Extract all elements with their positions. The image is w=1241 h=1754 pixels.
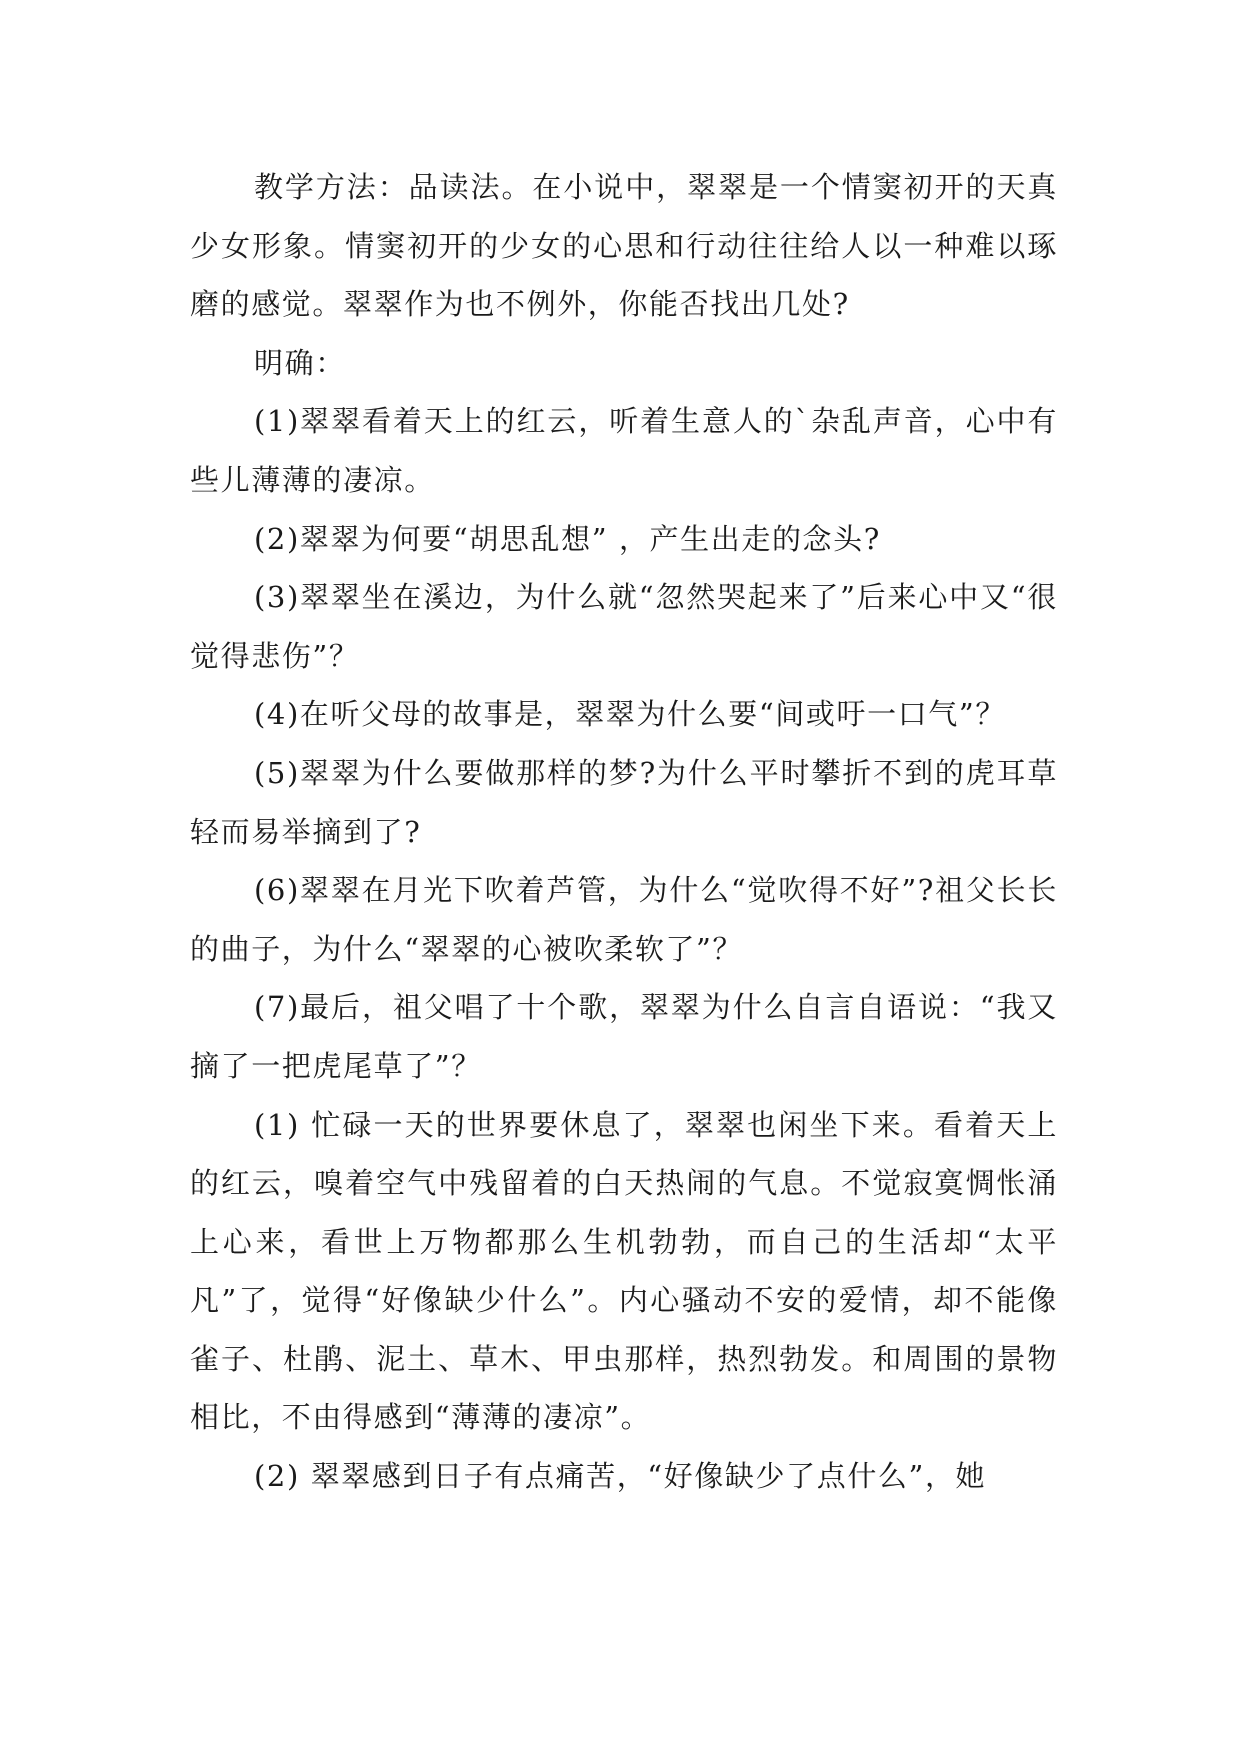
paragraph-question-7: (7)最后，祖父唱了十个歌，翠翠为什么自言自语说：“我又摘了一把虎尾草了”？: [190, 990, 1058, 1083]
paragraph-question-3: (3)翠翠坐在溪边，为什么就“忽然哭起来了”后来心中又“很觉得悲伤”？: [190, 580, 1058, 673]
paragraph-question-4: (4)在听父母的故事是，翠翠为什么要“间或吁一口气”？: [254, 697, 1006, 732]
paragraph-answer-2: (2) 翠翠感到日子有点痛苦，“好像缺少了点什么”，她: [254, 1459, 987, 1494]
document-page: [190, 158, 1058, 1506]
paragraph-teaching-method: 教学方法：品读法。在小说中，翠翠是一个情窦初开的天真少女形象。情窦初开的少女的心思和行动往往给人以一种难以琢磨的感觉。翠翠作为也不例外，你能否找出几处?: [190, 170, 1058, 322]
paragraph-question-6: (6)翠翠在月光下吹着芦管，为什么“觉吹得不好”?祖父长长的曲子，为什么“翠翠的心被吹柔软了”？: [190, 873, 1058, 966]
paragraph-question-2: (2)翠翠为何要“胡思乱想” ，产生出走的念头?: [254, 521, 881, 556]
paragraph-clarify: 明确：: [254, 345, 346, 380]
paragraph-question-5: (5)翠翠为什么要做那样的梦?为什么平时攀折不到的虎耳草轻而易举摘到了?: [190, 755, 1058, 849]
paragraph-answer-1: (1) 忙碌一天的世界要休息了，翠翠也闲坐下来。看着天上的红云，嗅着空气中残留着的白天热闹的气息。不觉寂寞惆怅涌上心来，看世上万物都那么生机勃勃，而自己的生活却“太平凡”了，觉得“好像缺少什么”。内心骚动不安的爱情，却不能像雀子、杜鹃、泥土、草木、甲虫那样，热烈勃发。和周围的景物相比，不由得感到“薄薄的凄凉”。: [190, 1107, 1058, 1435]
paragraph-question-1: (1)翠翠看着天上的红云，听着生意人的`杂乱声音，心中有些儿薄薄的凄凉。: [190, 404, 1058, 497]
